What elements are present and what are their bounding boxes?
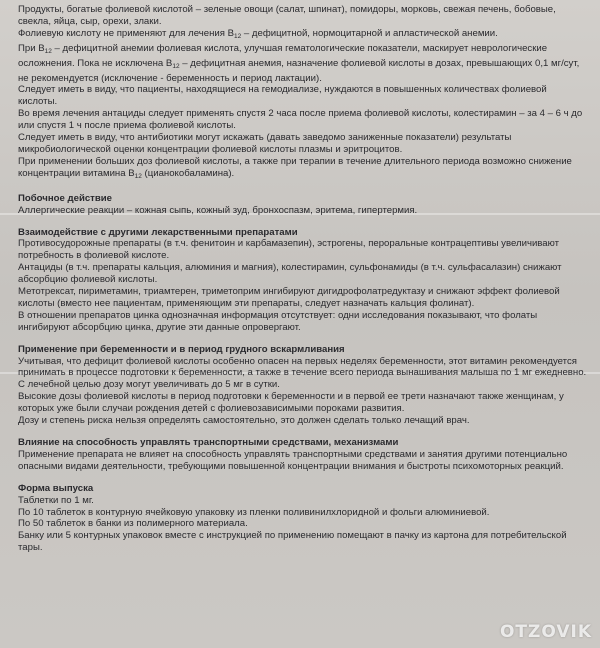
leaflet-text xyxy=(18,4,588,554)
paragraph: При применении больших доз фолиевой кислоты, а также при терапии в течение длительного периода возможно снижение концентрации витамина $B_{12}$ (цианокобаламина). xyxy=(18,155,572,180)
paragraph: В отношении препаратов цинка однозначная информация отсутствует: одни исследования показывают, что фолаты ингибируют абсорбцию цинка, другие эти данные опровергают. xyxy=(18,309,538,333)
paragraph: Продукты, богатые фолиевой кислотой – зеленые овощи (салат, шпинат), помидоры, морковь, свежая печень, бобовые, свекла, яйца, сыр, орехи, злаки. xyxy=(18,4,556,27)
section-heading-side-effects: Побочное действие xyxy=(18,192,113,204)
section-heading-form: Форма выпуска xyxy=(18,482,94,494)
paragraph: По 50 таблеток в банки из полимерного материала. xyxy=(18,518,248,530)
paragraph: Таблетки по 1 мг. xyxy=(18,494,94,506)
paragraph: Применение препарата не влияет на способность управлять транспортными средствами и занятия другими потенциально опасными видами деятельности, требующими повышенной концентрации внимания и быстроты психомоторных реакций. xyxy=(18,448,568,472)
paragraph: При $B_{12}$ – дефицитной анемии фолиевая кислота, улучшая гематологические показатели, маскирует неврологические осложнения. Пока не исключена $B_{12}$ – дефицитная анемия, назначение фолиевой кислоты в дозах, превышающих 0,1 мг/сут, не рекомендуется (исключение - беременность и период лактации). xyxy=(18,42,580,84)
paragraph: Следует иметь в виду, что пациенты, находящиеся на гемодиализе, нуждаются в повышенных количествах фолиевой кислоты. xyxy=(18,84,547,108)
section-heading-driving: Влияние на способность управлять транспортными средствами, механизмами xyxy=(18,437,399,448)
paragraph: Фолиевую кислоту не применяют для лечения $B_{12}$ – дефицитной, нормоцитарной и апластической анемии. xyxy=(18,27,498,40)
paragraph: Банку или 5 контурных упаковок вместе с инструкцией по применению помещают в пачку из картона для потребительской тары. xyxy=(18,530,567,554)
paragraph: Антациды (в т.ч. препараты кальция, алюминия и магния), колестирамин, сульфонамиды (в т.ч. сульфасалазин) снижают абсорбцию фолиевой кислоты. xyxy=(18,262,562,286)
paragraph: Аллергические реакции – кожная сыпь, кожный зуд, бронхоспазм, эритема, гипертермия. xyxy=(18,204,418,216)
paragraph: Следует иметь в виду, что антибиотики могут искажать (давать заведомо заниженные показатели) результаты микробиологической оценки концентрации фолиевой кислоты плазмы и эритроцитов. xyxy=(18,132,512,155)
paragraph: Учитывая, что дефицит фолиевой кислоты особенно опасен на первых неделях беременности, этот витамин рекомендуется принимать в процессе подготовки к беременности, а также в течение всего периода вынашивания малыша по 1 мг ежедневно. xyxy=(18,355,587,379)
section-heading-interactions: Взаимодействие с другими лекарственными препаратами xyxy=(18,226,298,238)
paragraph: Высокие дозы фолиевой кислоты в период подготовки к беременности и в первой ее трети назначают также женщинам, у которых уже были случаи рождения детей с фолиевозависимыми пороками развития. xyxy=(18,391,564,415)
paragraph: Метотрексат, пириметамин, триамтерен, триметоприм ингибируют дигидрофолатредуктазу и снижают эффект фолиевой кислоты (вместо нее пациентам, применяющим эти препараты, следует назначать кальция фолинат). xyxy=(18,286,560,309)
watermark-logo: OTZOVIK xyxy=(499,622,592,642)
section-heading-pregnancy: Применение при беременности и в период грудного вскармливания xyxy=(18,343,345,355)
paragraph: Во время лечения антациды следует применять спустя 2 часа после приема фолиевой кислоты, колестирамин – за 4 – 6 ч до или спустя 1 ч после приема фолиевой кислоты. xyxy=(18,108,583,132)
paragraph: По 10 таблеток в контурную ячейковую упаковку из пленки поливинилхлоридной и фольги алюминиевой. xyxy=(18,506,490,518)
paragraph: Дозу и степень риска нельзя определять самостоятельно, это должен сделать только лечащий врач. xyxy=(18,415,470,427)
paragraph: С лечебной целью дозу могут увеличивать до 5 мг в сутки. xyxy=(18,379,280,391)
paragraph: Противосудорожные препараты (в т.ч. фенитоин и карбамазепин), эстрогены, пероральные контрацептивы увеличивают потребность в фолиевой кислоте. xyxy=(18,238,560,262)
